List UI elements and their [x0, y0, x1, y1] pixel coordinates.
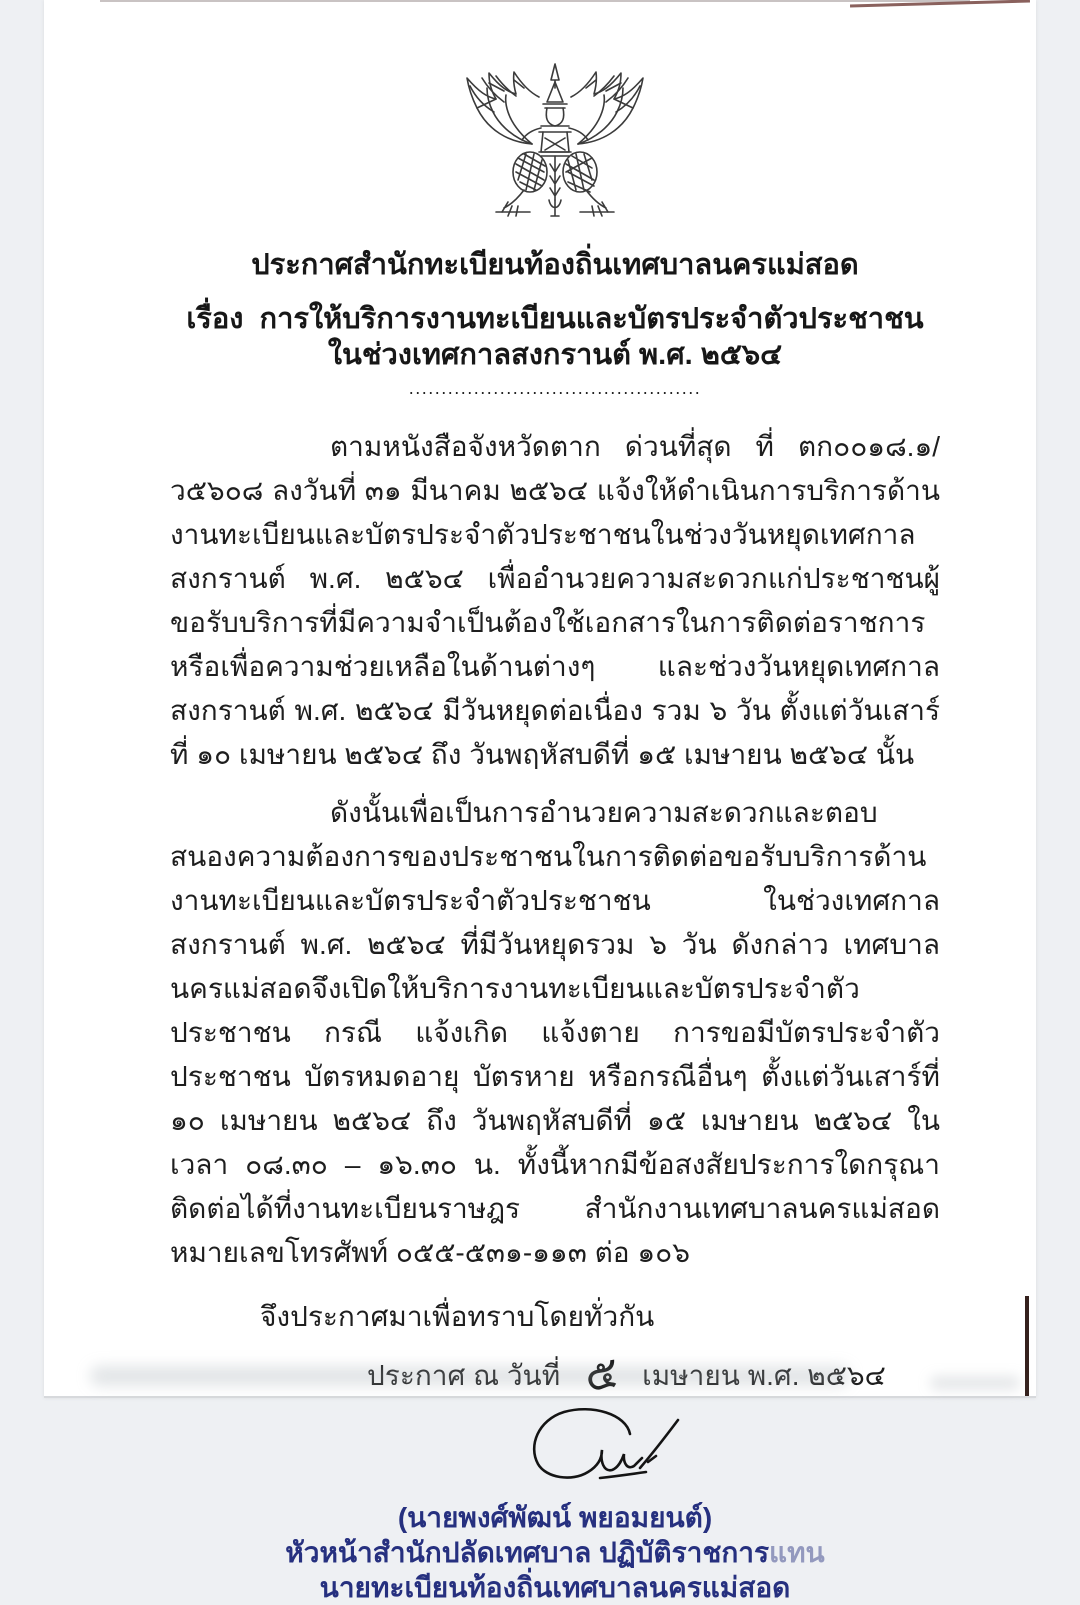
signer-position-line2: นายทะเบียนท้องถิ่นเทศบาลนครแม่สอด — [319, 1572, 791, 1603]
document-content — [44, 0, 1036, 1605]
document-subject: เรื่อง การให้บริการงานทะเบียนและบัตรประจำตัวประชาชนในช่วงเทศกาลสงกรานต์ พ.ศ. ๒๕๖๔ — [186, 303, 924, 371]
garuda-emblem — [446, 60, 664, 228]
signature-icon — [480, 1400, 730, 1500]
date-suffix: เมษายน พ.ศ. ๒๕๖๔ — [642, 1360, 886, 1391]
signer-position-suffix: แทน — [769, 1537, 825, 1568]
handwritten-day-numeral: ๕ — [581, 1347, 622, 1402]
date-prefix: ประกาศ ณ วันที่ — [367, 1360, 561, 1391]
signer-position-main: หัวหน้าสำนักปลัดเทศบาล ปฏิบัติราชการ — [285, 1537, 770, 1568]
divider-dots: ............................................. — [408, 378, 702, 398]
document-paper — [44, 0, 1036, 1603]
document-title: ประกาศสำนักทะเบียนท้องถิ่นเทศบาลนครแม่สอด — [251, 249, 859, 281]
signature-block — [170, 1400, 940, 1605]
signer-position-line1 — [170, 1535, 940, 1570]
announcement-date-line — [367, 1347, 940, 1402]
paragraph-2: ดังนั้นเพื่อเป็นการอำนวยความสะดวกและตอบสนองความต้องการของประชาชนในการติดต่อขอรับบริการด้านงานทะเบียนและบัตรประจำตัวประชาชน ในช่วงเทศกาลสงกรานต์ พ.ศ. ๒๕๖๔ ที่มีวันหยุดรวม ๖ วัน ดังกล่าว เทศบาลนครแม่สอดจึงเปิดให้บริการงานทะเบียนและบัตรประจำตัวประชาชน กรณี แจ้งเกิด แจ้งตาย การขอมีบัตรประจำตัวประชาชน บัตรหมดอายุ บัตรหาย หรือกรณีอื่นๆ ตั้งแต่วันเสาร์ที่ ๑๐ เมษายน ๒๕๖๔ ถึง วันพฤหัสบดีที่ ๑๕ เมษายน ๒๕๖๔ ในเวลา ๐๘.๓๐ – ๑๖.๓๐ น. ทั้งนี้หากมีข้อสงสัยประการใดกรุณาติดต่อได้ที่งานทะเบียนราษฎร สำนักงานเทศบาลนครแม่สอด หมายเลขโทรศัพท์ ๐๕๕-๕๓๑-๑๑๓ ต่อ ๑๐๖ — [170, 797, 940, 1268]
signer-name: (นายพงศ์พัฒน์ พยอมยนต์) — [397, 1502, 713, 1533]
emblem-container — [170, 0, 940, 233]
closing-line: จึงประกาศมาเพื่อทราบโดยทั่วกัน — [260, 1301, 655, 1332]
paragraph-1: ตามหนังสือจังหวัดตาก ด่วนที่สุด ที่ ตก๐๐๑๘.๑/ว๕๖๐๘ ลงวันที่ ๓๑ มีนาคม ๒๕๖๔ แจ้งให้ดำเนินการบริการด้านงานทะเบียนและบัตรประจำตัวประชาชนในช่วงวันหยุดเทศกาลสงกรานต์ พ.ศ. ๒๕๖๔ เพื่ออำนวยความสะดวกแก่ประชาชนผู้ขอรับบริการที่มีความจำเป็นต้องใช้เอกสารในการติดต่อราชการหรือเพื่อความช่วยเหลือในด้านต่างๆ และช่วงวันหยุดเทศกาลสงกรานต์ พ.ศ. ๒๕๖๔ มีวันหยุดต่อเนื่อง รวม ๖ วัน ตั้งแต่วันเสาร์ที่ ๑๐ เมษายน ๒๕๖๔ ถึง วันพฤหัสบดีที่ ๑๕ เมษายน ๒๕๖๔ นั้น — [170, 431, 940, 770]
